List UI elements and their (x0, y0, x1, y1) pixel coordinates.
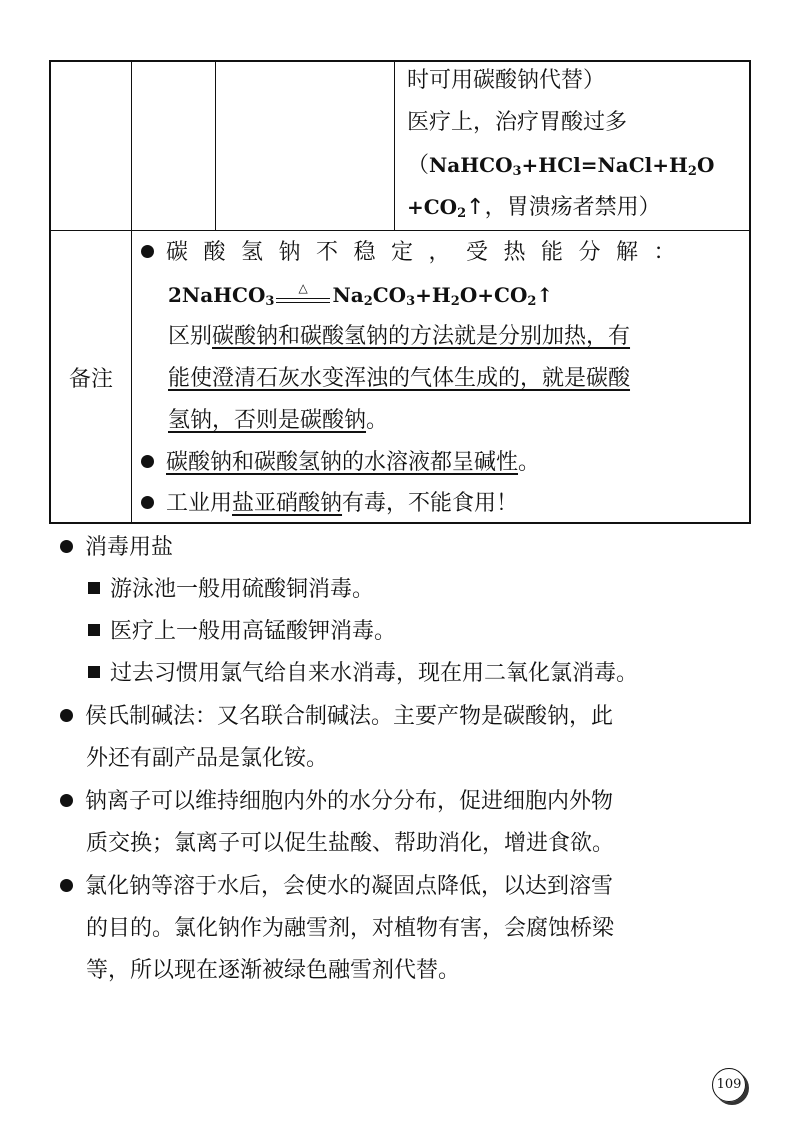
nacl-deicer-line-3: 等，所以现在逐渐被绿色融雪剂代替。 (86, 958, 461, 983)
bullet-dot-icon (141, 245, 154, 258)
remark-bullet-1-line-4: 能使澄清石灰水变浑浊的气体生成的，就是碳酸 (168, 366, 631, 391)
decomposition-reaction: 2NaHCO$_3$ △ $Na_2CO_3+H_2O+CO_2↑$ (168, 281, 554, 309)
hou-process-line-2: 外还有副产品是氯化铵。 (86, 746, 329, 771)
square-bullet-icon (88, 666, 100, 678)
usage-line-1: 时可用碳酸钠代替） (407, 68, 606, 93)
nacl-deicer-line-2: 的目的。氯化钠作为融雪剂，对植物有害，会腐蚀桥梁 (86, 916, 615, 941)
bullet-dot-icon (60, 709, 73, 722)
bullet-dot-icon (60, 794, 73, 807)
usage-line-4: $+CO_2↑$，胃溃疡者禁用） (407, 195, 661, 221)
remark-bullet-2: 碳酸钠和碳酸氢钠的水溶液都呈碱性。 (141, 442, 540, 484)
remark-label: 备注 (68, 366, 113, 392)
table-col-divider (394, 62, 395, 230)
bullet-dot-icon (141, 455, 154, 468)
disinfect-item: 医疗上一般用高锰酸钾消毒。 (88, 612, 396, 652)
page-number: 109 (712, 1068, 746, 1102)
properties-table (49, 60, 751, 524)
bullet-dot-icon (60, 879, 73, 892)
table-col-divider (131, 230, 132, 524)
paren-open: （ (407, 153, 430, 178)
table-col-divider (215, 62, 216, 230)
nacl-deicer-line-1: 氯化钠等溶于水后，会使水的凝固点降低，以达到溶雪 (60, 867, 613, 907)
disinfect-heading: 消毒用盐 (60, 528, 173, 568)
remark-bullet-3: 工业用盐亚硝酸钠有毒，不能食用！ (141, 483, 518, 525)
disinfect-item: 游泳池一般用硫酸铜消毒。 (88, 570, 374, 610)
sodium-ion-line-2: 质交换；氯离子可以促生盐酸、帮助消化，增进食欲。 (86, 831, 615, 856)
remark-bullet-1-line-1: 碳酸氢钠不稳定，受热能分解： (141, 232, 691, 274)
bullet-dot-icon (60, 540, 73, 553)
remark-bullet-1-line-3: 区别碳酸钠和碳酸氢钠的方法就是分别加热，有 (168, 324, 631, 349)
square-bullet-icon (88, 624, 100, 636)
remark-bullet-1-line-5: 氢钠，否则是碳酸钠。 (168, 408, 389, 433)
hou-process-line-1: 侯氏制碱法：又名联合制碱法。主要产物是碳酸钠，此 (60, 697, 613, 737)
square-bullet-icon (88, 582, 100, 594)
disinfect-item: 过去习惯用氯气给自来水消毒，现在用二氧化氯消毒。 (88, 654, 638, 694)
equation-nahco3-hcl: $NaHCO_3+HCl=NaCl+H_2O$ (429, 153, 715, 179)
heat-condition-arrow: △ (274, 286, 332, 306)
bullet-dot-icon (141, 496, 154, 509)
usage-line-2: 医疗上，治疗胃酸过多 (407, 110, 628, 135)
sodium-ion-line-1: 钠离子可以维持细胞内外的水分分布，促进细胞内外物 (60, 782, 613, 822)
table-col-divider (131, 62, 132, 230)
